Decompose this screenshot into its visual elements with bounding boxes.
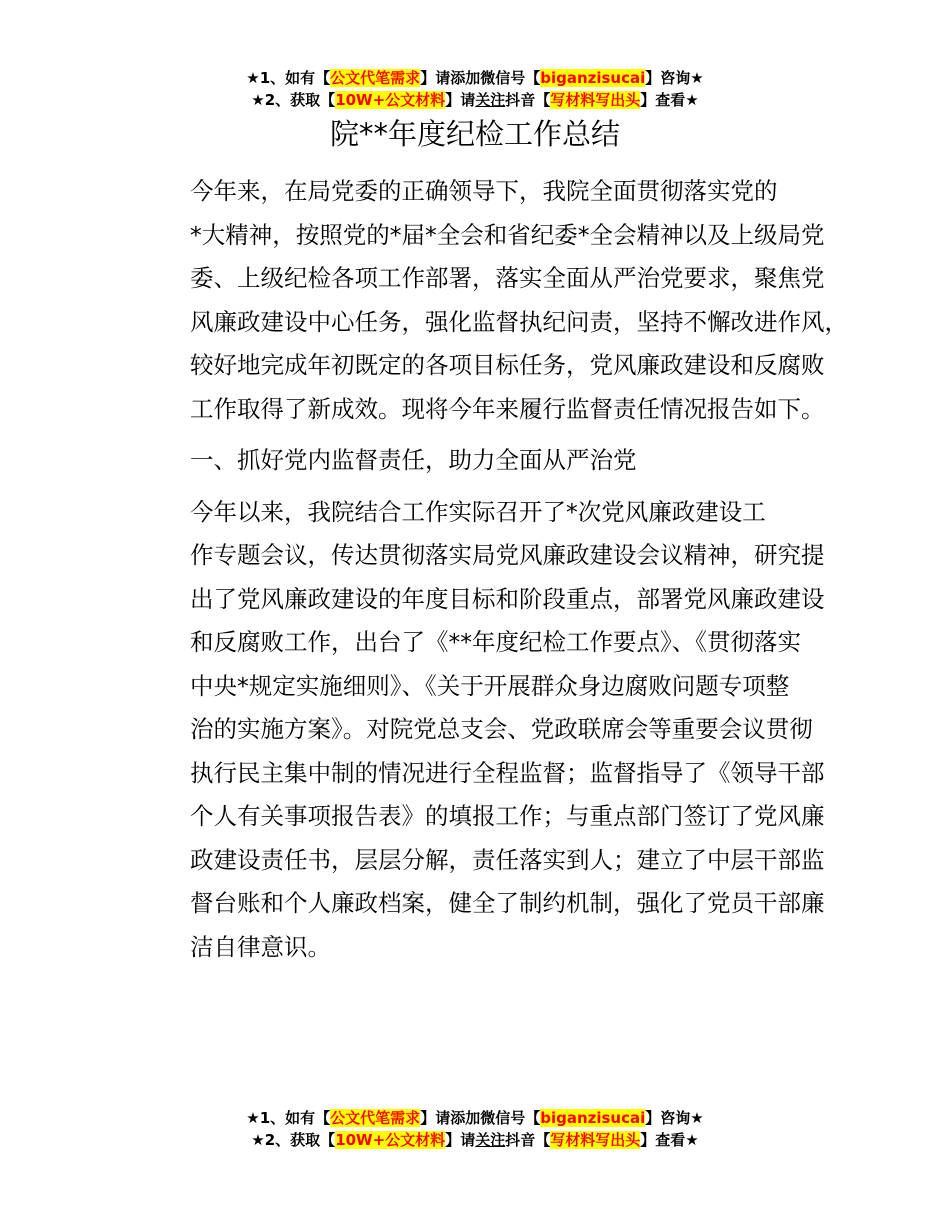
banner-text: 】查看★ (640, 91, 699, 109)
banner-text: ★2、获取【 (251, 91, 336, 109)
banner-text: 】请添加微信号【 (420, 69, 541, 87)
banner-text: 】请添加微信号【 (420, 1109, 541, 1127)
banner-underlined-text: 关注 (475, 91, 506, 109)
paragraph-line: 督台账和个人廉政档案，健全了制约机制，强化了党员干部廉 (190, 889, 825, 917)
banner-text: ★2、获取【 (251, 1131, 336, 1149)
banner-text: ★1、如有【 (246, 69, 331, 87)
paragraph-line: 今年来，在局党委的正确领导下，我院全面贯彻落实党的 (190, 177, 778, 205)
paragraph-line: 委、上级纪检各项工作部署，落实全面从严治党要求，聚焦党 (190, 264, 825, 292)
banner-highlight: 写材料写出头 (550, 91, 641, 109)
banner-highlight: 10W+公文材料 (335, 91, 446, 109)
paragraph-line: *大精神，按照党的*届*全会和省纪委*全会精神以及上级局党 (190, 220, 825, 249)
paragraph-line: 作专题会议，传达贯彻落实局党风廉政建设会议精神，研究提 (190, 541, 825, 569)
paragraph-line: 出了党风廉政建设的年度目标和阶段重点，部署党风廉政建设 (190, 584, 825, 613)
banner-text: 】查看★ (640, 1131, 699, 1149)
paragraph-line: 执行民主集中制的情况进行全程监督；监督指导了《领导干部 (190, 758, 825, 787)
banner-text: 】请 (445, 91, 476, 109)
document-body (140, 170, 848, 977)
banner-highlight-wechat-id: biganzisucai (540, 1109, 646, 1127)
banner-highlight: 写材料写出头 (550, 1131, 641, 1149)
banner-highlight: 公文代笔需求 (330, 1109, 421, 1127)
banner-line-1 (0, 1107, 950, 1129)
paragraph-line: 一、抓好党内监督责任，助力全面从严治党 (190, 446, 637, 474)
body-paragraph (140, 170, 848, 431)
banner-text: 】咨询★ (645, 1109, 704, 1127)
banner-text: ★1、如有【 (246, 1109, 331, 1127)
paragraph-line: 工作取得了新成效。现将今年来履行监督责任情况报告如下。 (190, 394, 825, 423)
paragraph-line: 今年以来，我院结合工作实际召开了*次党风廉政建设工 (190, 497, 766, 526)
banner-highlight: 公文代笔需求 (330, 69, 421, 87)
banner-line-2 (0, 1129, 950, 1151)
paragraph-line: 治的实施方案》。对院党总支会、党政联席会等重要会议贯彻 (190, 715, 813, 743)
section-heading (140, 439, 820, 483)
paragraph-line: 较好地完成年初既定的各项目标任务，党风廉政建设和反腐败 (190, 351, 825, 379)
banner-text: 抖音【 (505, 91, 551, 109)
banner-line-1 (0, 67, 950, 89)
banner-highlight: 10W+公文材料 (335, 1131, 446, 1149)
paragraph-line: 风廉政建设中心任务，强化监督执纪问责，坚持不懈改进作风， (190, 307, 848, 336)
banner-text: 】咨询★ (645, 69, 704, 87)
paragraph-line: 政建设责任书，层层分解，责任落实到人；建立了中层干部监 (190, 845, 825, 874)
document-title: 院**年度纪检工作总结 (329, 117, 620, 151)
paragraph-line: 和反腐败工作，出台了《**年度纪检工作要点》、《贯彻落实 (190, 628, 801, 656)
body-paragraph (140, 491, 825, 970)
banner-line-2 (0, 89, 950, 111)
footer-banner (0, 1107, 950, 1151)
header-banner (0, 67, 950, 111)
paragraph-line: 个人有关事项报告表》的填报工作；与重点部门签订了党风廉 (190, 802, 825, 830)
banner-underlined-text: 关注 (475, 1131, 506, 1149)
banner-text: 】请 (445, 1131, 476, 1149)
banner-text: 抖音【 (505, 1131, 551, 1149)
paragraph-line: 洁自律意识。 (190, 932, 331, 961)
paragraph-line: 中央*规定实施细则》、《关于开展群众身边腐败问题专项整 (190, 671, 790, 700)
banner-highlight-wechat-id: biganzisucai (540, 69, 646, 87)
